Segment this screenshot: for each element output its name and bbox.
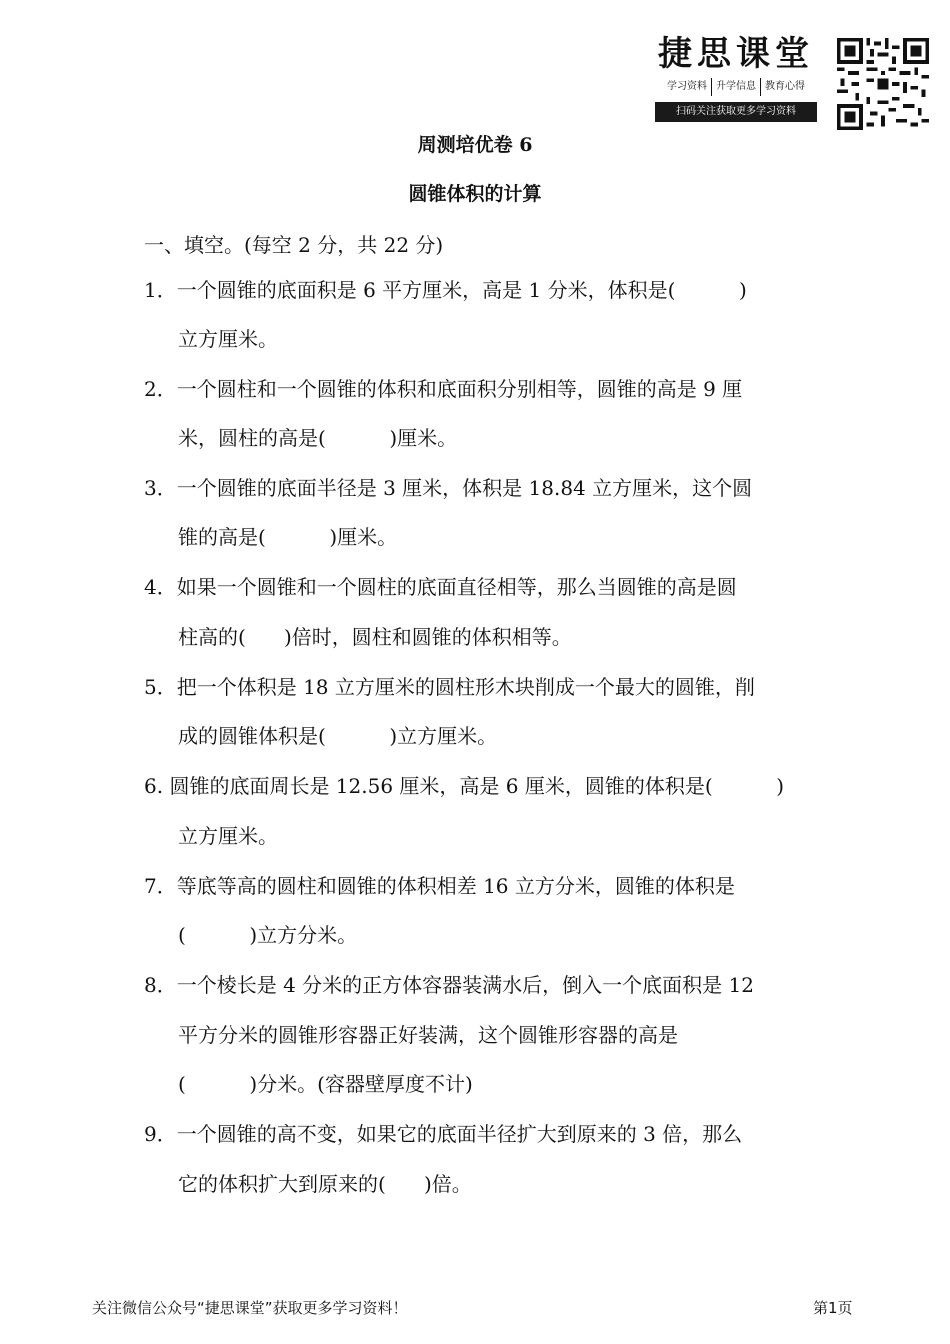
section-heading: 一、填空。(每空 2 分，共 22 分) <box>144 233 444 257</box>
question-5: 5．把一个体积是 18 立方厘米的圆柱形木块削成一个最大的圆锥，削 <box>144 675 755 699</box>
question-5-cont: 成的圆锥体积是( )立方厘米。 <box>178 724 498 748</box>
brand-name: 捷思课堂 <box>658 34 814 74</box>
question-2-cont: 米，圆柱的高是( )厘米。 <box>178 426 458 450</box>
question-7-cont: ( )立方分米。 <box>178 923 358 947</box>
brand-logo <box>655 34 817 122</box>
footer-note: 关注微信公众号“捷思课堂”获取更多学习资料！ <box>92 1299 408 1317</box>
brand-tag: 学习资料 <box>667 81 707 92</box>
question-8: 8．一个棱长是 4 分米的正方体容器装满水后，倒入一个底面积是 12 <box>144 973 754 997</box>
question-4-cont: 柱高的( )倍时，圆柱和圆锥的体积相等。 <box>178 625 572 649</box>
question-8-cont2: ( )分米。(容器壁厚度不计) <box>178 1072 473 1096</box>
brand-tag: 升学信息 <box>711 78 760 96</box>
page-number: 第1页 <box>813 1299 853 1317</box>
question-2: 2．一个圆柱和一个圆锥的体积和底面积分别相等，圆锥的高是 9 厘 <box>144 377 743 401</box>
page-title: 周测培优卷 6 <box>417 134 533 156</box>
question-6: 6. 圆锥的底面周长是 12.56 厘米，高是 6 厘米，圆锥的体积是( ) <box>144 774 785 798</box>
question-6-cont: 立方厘米。 <box>178 824 278 848</box>
question-9-cont: 它的体积扩大到原来的( )倍。 <box>178 1172 472 1196</box>
question-1: 1．一个圆锥的底面积是 6 平方厘米，高是 1 分米，体积是( ) <box>144 278 747 302</box>
question-8-cont: 平方分米的圆锥形容器正好装满，这个圆锥形容器的高是 <box>178 1023 678 1047</box>
question-4: 4．如果一个圆锥和一个圆柱的底面直径相等，那么当圆锥的高是圆 <box>144 575 737 599</box>
brand-tag: 教育心得 <box>760 78 809 96</box>
qr-code-icon <box>837 38 929 130</box>
brand-tags <box>655 78 817 96</box>
question-3: 3．一个圆锥的底面半径是 3 厘米，体积是 18.84 立方厘米，这个圆 <box>144 476 753 500</box>
question-3-cont: 锥的高是( )厘米。 <box>178 525 398 549</box>
question-9: 9．一个圆锥的高不变，如果它的底面半径扩大到原来的 3 倍，那么 <box>144 1122 743 1146</box>
question-7: 7．等底等高的圆柱和圆锥的体积相差 16 立方分米，圆锥的体积是 <box>144 874 735 898</box>
question-1-cont: 立方厘米。 <box>178 327 278 351</box>
scan-banner: 扫码关注获取更多学习资料 <box>655 102 817 122</box>
page-subtitle: 圆锥体积的计算 <box>408 183 542 205</box>
